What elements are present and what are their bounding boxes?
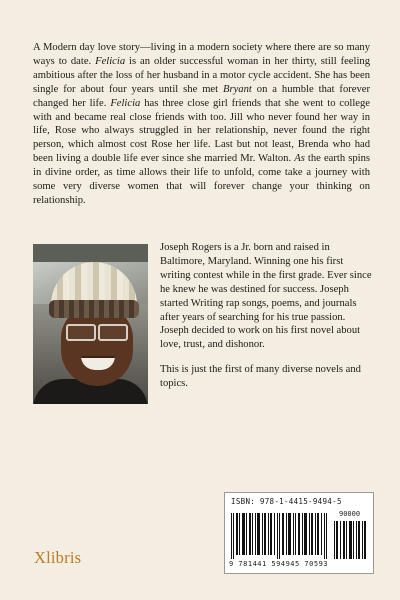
- price-supplement: 90000: [339, 510, 361, 518]
- italic-word: As: [294, 153, 305, 165]
- character-name: Felicia: [110, 97, 141, 109]
- synopsis-text: is an older successful woman in her thirty, still feeling ambitious after the loss of her husband in a motor cycle accident. She has been single for about four years until she met: [33, 55, 370, 95]
- synopsis-text: has three close girl friends that she went to college with and became real close friends with too. Jill who never found her way in life, Rose who always struggled in her relationship, never found the right person, which almost cost Rose her life. Last but not least, Brenda who had been living a double life ever since she married Mr. Walton.: [33, 97, 370, 165]
- character-name: Felicia: [95, 55, 126, 67]
- isbn-barcode: [224, 492, 374, 574]
- synopsis-text: A Modern day love story—living in a modern society where there are so many ways to date.: [33, 42, 370, 67]
- bio-paragraph: Joseph Rogers is a Jr. born and raised in Baltimore, Maryland. Winning one his first writing contest while in the first grade. Ever since he knew he was destined for success. Joseph started Writing rap songs, poems, and journals after years of searching for his true passion. Joseph decided to work on his first novel about love, trust, and dishonor.: [160, 242, 372, 351]
- barcode-digits: 9 781441 594945 70593: [229, 560, 329, 568]
- synopsis-text: the earth spins in divine order, as time allows their life to unfold, come take a journey with some very diverse women that will forever change your thinking on relationship.: [33, 153, 370, 206]
- publisher-logo: Xlibris: [34, 548, 82, 567]
- author-photo: [33, 244, 148, 404]
- bio-paragraph: This is just the first of many diverse novels and topics.: [160, 364, 361, 390]
- book-synopsis: [33, 41, 370, 208]
- synopsis-text: on a humble that forever changed her life.: [33, 83, 371, 109]
- barcode-bars: [231, 513, 331, 559]
- isbn-number: ISBN: 978-1-4415-9494-5: [231, 497, 342, 506]
- character-name: Bryant: [223, 83, 252, 95]
- author-bio: [160, 241, 374, 402]
- supplement-bars: [334, 521, 368, 559]
